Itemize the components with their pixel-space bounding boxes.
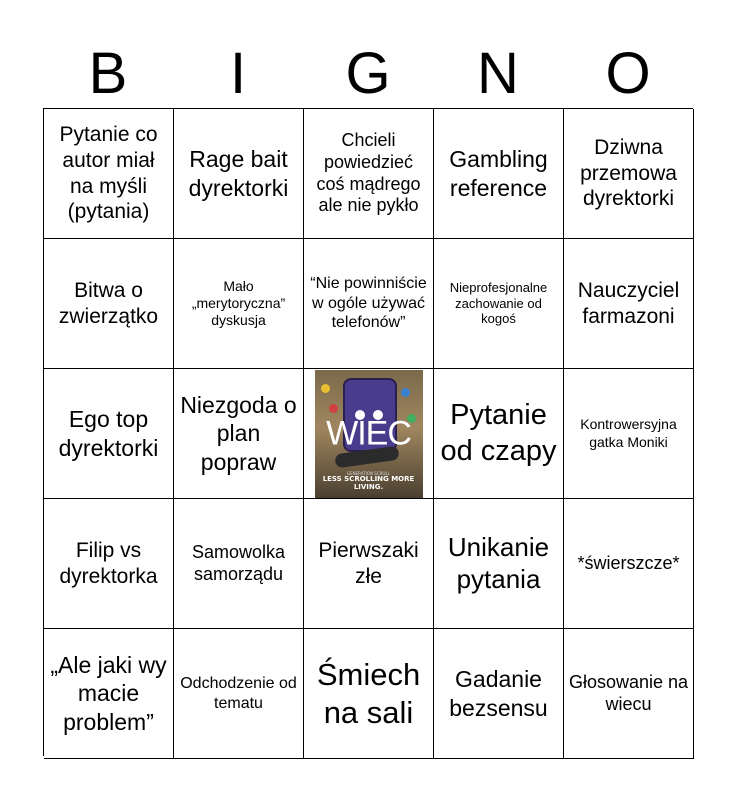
cell-text: Unikanie pytania: [447, 531, 550, 594]
cell-text: Mało „merytoryczna” dyskusja: [191, 277, 286, 329]
bingo-cell[interactable]: [564, 109, 694, 239]
cell-text: “Nie powinniście w ogóle używać telefonów”: [310, 275, 427, 332]
cell-text: Gambling reference: [449, 146, 548, 201]
cell-text: Bitwa o zwierzątko: [58, 278, 159, 328]
header-letter-g: G: [345, 41, 391, 106]
cell-text: *świerszcze*: [577, 552, 680, 573]
header-letter-o: O: [605, 41, 651, 106]
cell-text: Rage bait dyrektorki: [188, 146, 289, 201]
bingo-cell[interactable]: [174, 629, 304, 759]
bingo-cell[interactable]: [564, 369, 694, 499]
app-bubble-icon: [321, 384, 330, 393]
bingo-cell[interactable]: [174, 239, 304, 369]
bingo-cell[interactable]: [44, 369, 174, 499]
image-caption-text: LESS SCROLLING MORE LIVING.: [322, 475, 415, 491]
header-letter-i: I: [229, 41, 247, 106]
bingo-cell[interactable]: [434, 239, 564, 369]
cell-text: Gadanie bezsensu: [449, 666, 548, 721]
bingo-cell[interactable]: [564, 499, 694, 629]
bingo-cell[interactable]: [434, 629, 564, 759]
bingo-cell[interactable]: [44, 629, 174, 759]
cell-text: Ego top dyrektorki: [58, 406, 159, 461]
bingo-cell[interactable]: [174, 499, 304, 629]
header-letter-b: B: [88, 41, 128, 106]
cell-text: „Ale jaki wy macie problem”: [50, 652, 167, 735]
app-bubble-icon: [401, 388, 410, 397]
cell-text: Nieprofesjonalne zachowanie od kogoś: [449, 279, 548, 327]
cell-text: Samowolka samorządu: [191, 541, 286, 584]
cell-text: Niezgoda o plan popraw: [180, 392, 297, 475]
app-bubble-icon: [329, 404, 338, 413]
cell-text: Kontrowersyjna gatka Moniki: [580, 416, 677, 450]
bingo-cell[interactable]: [434, 499, 564, 629]
bingo-cell[interactable]: [44, 239, 174, 369]
bingo-cell[interactable]: [434, 369, 564, 499]
bingo-cell[interactable]: [434, 109, 564, 239]
bingo-cell[interactable]: [304, 239, 434, 369]
header-letter-n: N: [477, 41, 519, 106]
bingo-cell[interactable]: [564, 239, 694, 369]
bingo-cell[interactable]: [174, 369, 304, 499]
cell-text: Nauczyciel farmazoni: [577, 278, 680, 328]
cell-text: Pytanie od czapy: [440, 399, 557, 467]
bingo-header: [43, 40, 693, 108]
cell-text: Odchodzenie od tematu: [180, 674, 297, 712]
bingo-board: [43, 108, 693, 756]
free-space-label: WIEC: [326, 413, 411, 452]
cell-text: Śmiech na sali: [316, 656, 421, 730]
free-space-cell[interactable]: [304, 369, 434, 499]
bingo-cell[interactable]: [174, 109, 304, 239]
cell-text: Pytanie co autor miał na myśli (pytania): [59, 123, 158, 224]
bingo-cell[interactable]: [304, 629, 434, 759]
bingo-cell[interactable]: [564, 629, 694, 759]
bingo-cell[interactable]: [304, 499, 434, 629]
bingo-cell[interactable]: [304, 109, 434, 239]
cell-text: Chcieli powiedzieć coś mądrego ale nie pykło: [316, 129, 421, 216]
cell-text: Głosowanie na wiecu: [568, 671, 689, 714]
image-subcaption: GENERATION SCROLL: [347, 470, 390, 476]
image-caption: [315, 472, 423, 492]
bingo-cell[interactable]: [44, 499, 174, 629]
cell-text: Pierwszaki złe: [318, 538, 419, 588]
cell-text: Filip vs dyrektorka: [59, 538, 158, 588]
cell-text: Dziwna przemowa dyrektorki: [580, 136, 677, 211]
bingo-cell[interactable]: [44, 109, 174, 239]
